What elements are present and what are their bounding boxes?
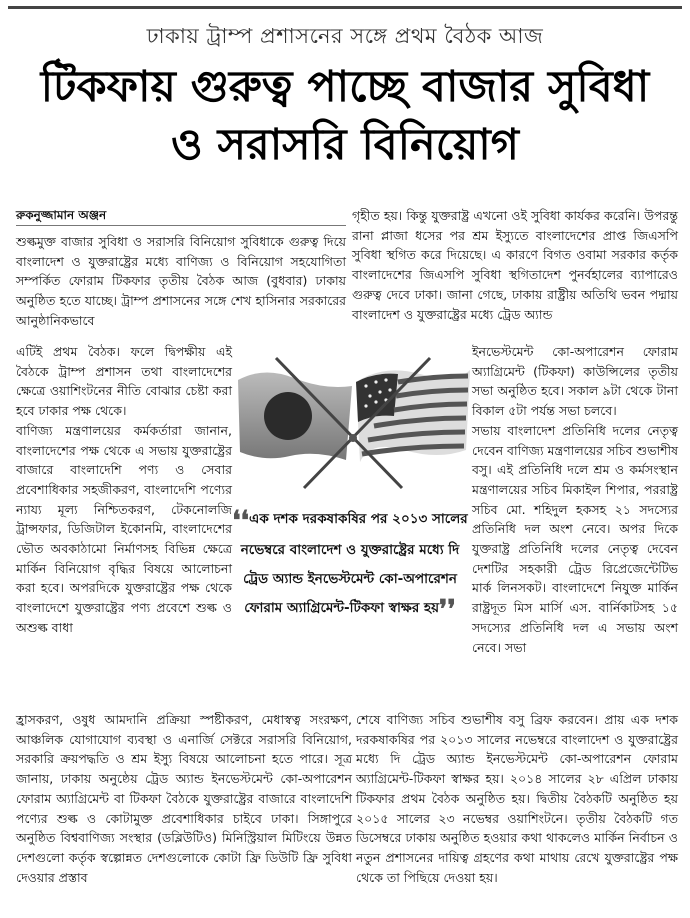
kicker: ঢাকায় ট্রাম্প প্রশাসনের সঙ্গে প্রথম বৈঠক আজ	[146, 24, 544, 48]
paragraph: বাণিজ্য মন্ত্রণালয়ের কর্মকর্তারা জানান, বাংলাদেশের পক্ষ থেকে এ সভায় যুক্তরাষ্ট্রের বাজারে বাংলাদেশি পণ্য ও সেবার প্রবেশাধিকার সহজীকরণ, বাংলাদেশি পণ্যের ন্যায্য মূল্য নিশ্চিতকরণ, টেকনোলজি ট্রান্সফার, ডিজিটাল ইকোনমি, বাংলাদেশের ভৌত অবকাঠামো নির্মাণসহ বিভিন্ন ক্ষেত্রে মার্কিন বিনিয়োগ বৃদ্ধির বিষয়ে আলোচনা করা হবে। অপরদিকে যুক্তরাষ্ট্রের পক্ষ থেকে বাংলাদেশে যুক্তরাষ্ট্রের পণ্য প্রবেশে শুল্ক ও অশুল্ক বাধা	[16, 422, 232, 635]
pull-quote	[232, 505, 468, 625]
headline-line-1: টিকফায় গুরুত্ব পাচ্ছে বাজার সুবিধা	[40, 62, 650, 112]
body-right-narrow	[472, 342, 678, 657]
body-left-top: শুল্কমুক্ত বাজার সুবিধা ও সরাসরি বিনিয়োগ সুবিধাকে গুরুত্ব দিয়ে বাংলাদেশ ও যুক্তরাষ্ট্রের মধ্যে বাণিজ্য ও বিনিয়োগ সহযোগিতা সম্পর্কিত ফোরাম টিকফার তৃতীয় বৈঠক আজ (বুধবার) ঢাকায় অনুষ্ঠিত হতে যাচ্ছে। ট্রাম্প প্রশাসনের সঙ্গে শেখ হাসিনার সরকারের আনুষ্ঠানিকভাবে	[16, 234, 346, 328]
body-left-narrow	[16, 342, 232, 638]
body-bottom-left: হ্রাসকরণ, ওষুধ আমদানি প্রক্রিয়া স্পষ্টীকরণ, মেধাস্বত্ব সংরক্ষণ, আঞ্চলিক যোগাযোগ ব্যবস্থা ও এনার্জি সেক্টরে সরাসরি বিনিয়োগ, সরকারি ক্রয়পদ্ধতি ও শ্রম ইস্যু বিষয়ে আলোচনা হতে পারে। সূত্র জানায়, ঢাকায় অনুষ্ঠেয় ট্রেড অ্যান্ড ইনভেস্টমেন্ট কো-অপারেশন ফোরাম অ্যাগ্রিমেন্ট বা টিকফা বৈঠকে যুক্তরাষ্ট্রের বাজারে বাংলাদেশি পণ্যের শুল্ক ও কোটামুক্ত প্রবেশাধিকার চাইবে ঢাকা। সিঙ্গাপুরে অনুষ্ঠিত বিশ্ববাণিজ্য সংস্থার (ডব্লিউটিও) মিনিস্ট্রিয়াল মিটিংয়ে উন্নত দেশগুলো কর্তৃক স্বল্পোন্নত দেশগুলোকে কোটা ফ্রি ডিউটি ফ্রি সুবিধা দেওয়ার প্রস্তাব	[16, 712, 352, 885]
paragraph: সভায় বাংলাদেশ প্রতিনিধি দলের নেতৃত্ব দেবেন বাণিজ্য মন্ত্রণালয়ের সচিব শুভাশীষ বসু। এই প্রতিনিধি দলে শ্রম ও কর্মসংস্থান মন্ত্রণালয়ের সচিব মিকাইল শিপার, পররাষ্ট্র সচিব মো. শহিদুল হকসহ ২১ সদস্যের প্রতিনিধি দল অংশ নেবে। অপর দিকে যুক্তরাষ্ট্র প্রতিনিধি দলের নেতৃত্ব দেবেন দেশটির সহকারী ট্রেড রিপ্রেজেন্টেটিভ মার্ক লিনসকট। বাংলাদেশে নিযুক্ত মার্কিন রাষ্ট্রদূত মিস মার্সি এস. বার্নিকাটসহ ১৫ সদস্যের প্রতিনিধি দল এ সভায় অংশ নেবে। সভা	[472, 422, 678, 655]
open-quote-icon: ❛❛	[232, 506, 250, 536]
pin-icon	[349, 434, 357, 442]
body-right-top: গৃহীত হয়। কিন্তু যুক্তরাষ্ট্র এখনো ওই সুবিধা কার্যকর করেনি। উপরন্তু রানা প্লাজা ধসের পর শ্রম ইস্যুতে বাংলাদেশের প্রাপ্ত জিএসপি সুবিধা স্থগিত করে দিয়েছে। এ কারণে বিগত ওবামা সরকার কর্তৃক বাংলাদেশের জিএসপি সুবিধা স্থগিতাদেশ পুনর্বহালের ব্যাপারেও গুরুত্ব দেবে ঢাকা। জানা গেছে, ঢাকায় রাষ্ট্রীয় অতিথি ভবন পদ্মায় বাংলাদেশ ও যুক্তরাষ্ট্রের মধ্যে ট্রেড অ্যান্ড	[352, 208, 678, 322]
paragraph: এটিই প্রথম বৈঠক। ফলে দ্বিপক্ষীয় এই বৈঠকে ট্রাম্প প্রশাসন তথা বাংলাদেশের ক্ষেত্রে ওয়াশিংটনের নীতি বোঝার চেষ্টা করা হবে ঢাকার পক্ষ থেকে।	[16, 344, 232, 419]
byline: রুকনুজ্জামান অঞ্জন	[16, 208, 107, 222]
top-rule	[8, 6, 682, 9]
byline-rule	[16, 225, 346, 226]
pull-quote-text: এক দশক দরকষাকষির পর ২০১৩ সালের নভেম্বরে বাংলাদেশ ও যুক্তরাষ্ট্রের মধ্যে দি ট্রেড অ্যান্ড ইনভেস্টমেন্ট কো-অপারেশন ফোরাম অ্যাগ্রিমেন্ট-টিকফা স্বাক্ষর হয়	[240, 511, 468, 616]
close-quote-icon: ❜❜	[439, 595, 456, 625]
paragraph: ইনভেস্টমেন্ট কো-অপারেশন ফোরাম অ্যাগ্রিমেন্ট (টিকফা) কাউন্সিলের তৃতীয় সভা অনুষ্ঠিত হবে। সকাল ৯টা থেকে টানা বিকাল ৫টা পর্যন্ত সভা চলবে।	[472, 344, 678, 419]
headline-line-2: ও সরাসরি বিনিয়োগ	[171, 120, 519, 170]
crossed-flags-icon	[234, 352, 472, 490]
body-bottom-right: শেষে বাণিজ্য সচিব শুভাশীষ বসু ব্রিফ করবেন। প্রায় এক দশক দরকষাকষির পর ২০১৩ সালের নভেম্বরে বাংলাদেশ ও যুক্তরাষ্ট্রের মধ্যে দি ট্রেড অ্যান্ড ইনভেস্টমেন্ট কো-অপারেশন ফোরাম অ্যাগ্রিমেন্ট-টিকফা স্বাক্ষর হয়। ২০১৪ সালের ২৮ এপ্রিল ঢাকায় টিকফার প্রথম বৈঠক অনুষ্ঠিত হয়। দ্বিতীয় বৈঠকটি অনুষ্ঠিত হয় ২০১৫ সালের ২৩ নভেম্বর ওয়াশিংটনে। তৃতীয় বৈঠকটি গত ডিসেম্বরে ঢাকায় অনুষ্ঠিত হওয়ার কথা থাকলেও মার্কিন নির্বাচন ও নতুন প্রশাসনের দায়িত্ব গ্রহণের কথা মাথায় রেখে যুক্তরাষ্ট্রের পক্ষ থেকে তা পিছিয়ে দেওয়া হয়।	[356, 712, 678, 885]
bangladesh-flag	[238, 372, 352, 460]
headline	[0, 58, 690, 174]
